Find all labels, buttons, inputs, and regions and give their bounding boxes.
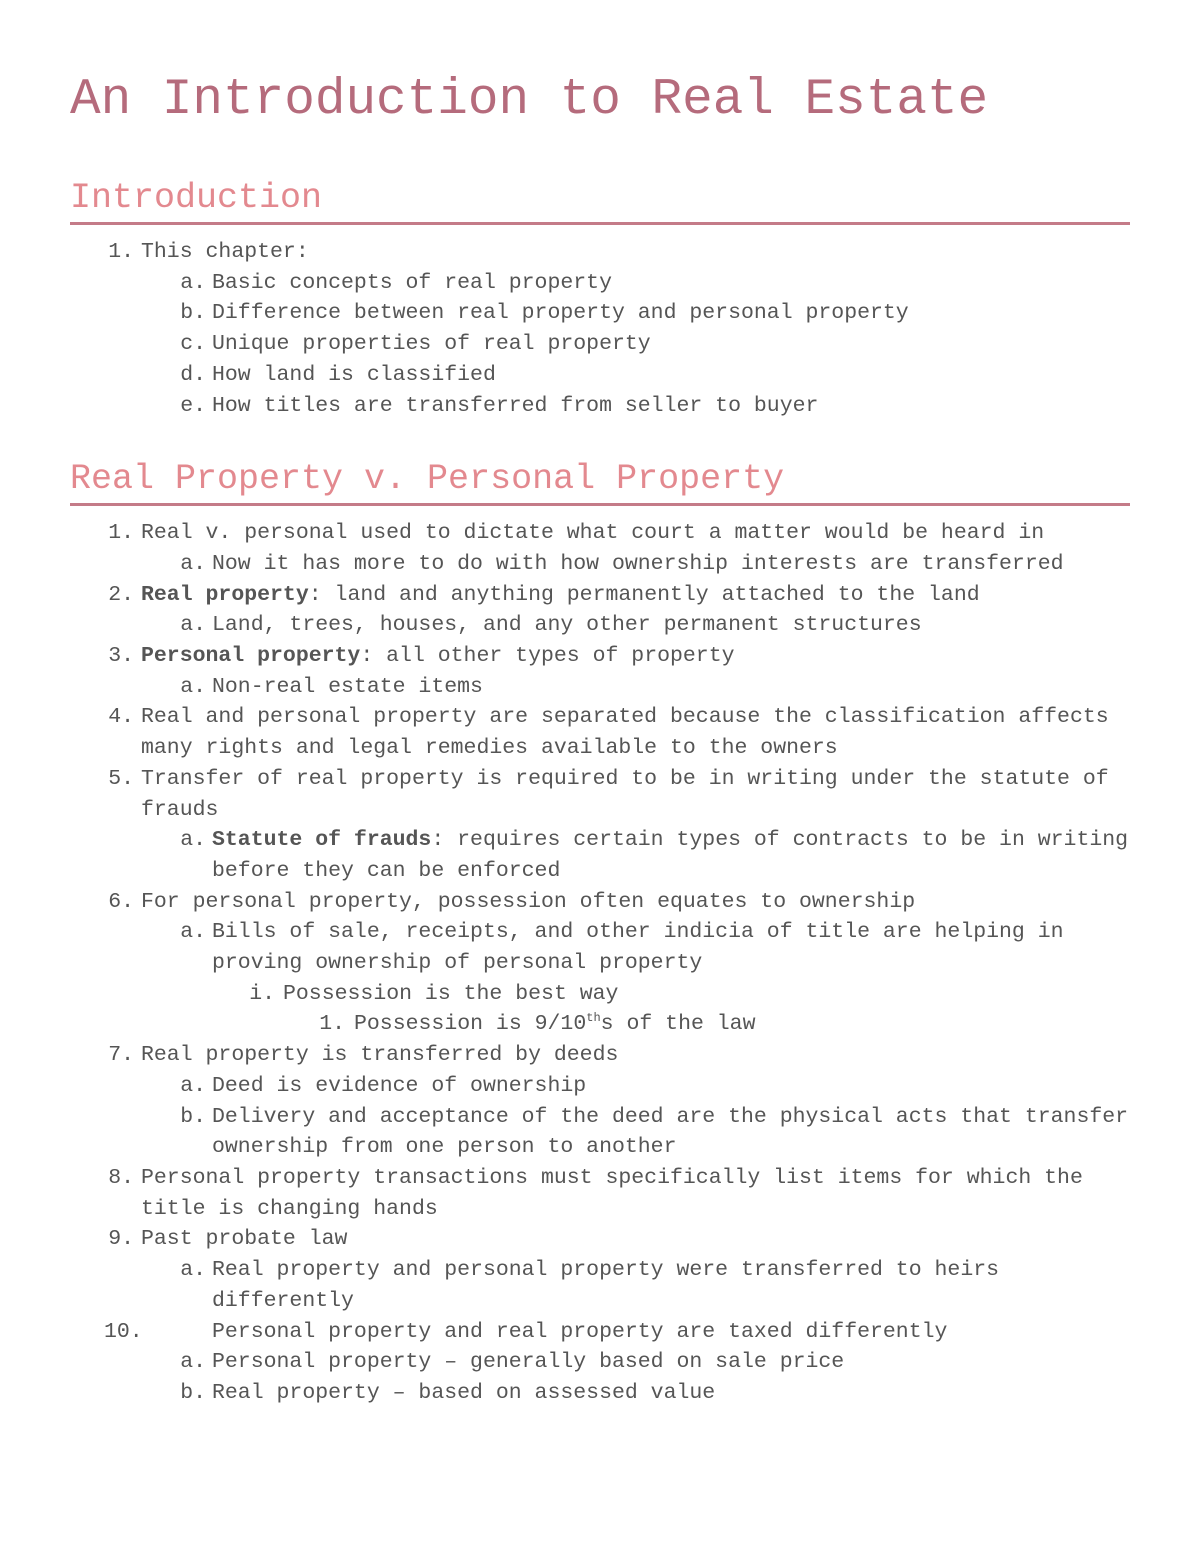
list-marker: d. bbox=[180, 362, 206, 387]
list-marker: 2. bbox=[108, 582, 134, 607]
list-item-text: : land and anything permanently attached to the land bbox=[308, 582, 980, 607]
document-title: An Introduction to Real Estate bbox=[70, 72, 989, 129]
outline-list bbox=[70, 518, 1130, 1408]
list-marker: 1. bbox=[108, 240, 134, 264]
list-item bbox=[70, 764, 1130, 825]
list-item bbox=[70, 887, 1130, 918]
list-item bbox=[70, 1317, 1130, 1348]
section-heading: Real Property v. Personal Property bbox=[70, 457, 1130, 506]
list-subitem bbox=[70, 1071, 1130, 1102]
list-marker: a. bbox=[180, 1258, 206, 1283]
list-marker: a. bbox=[180, 613, 206, 638]
list-item-text: How titles are transferred from seller to buyer bbox=[212, 393, 819, 418]
defined-term: Personal property bbox=[141, 644, 361, 669]
list-item-text: Deed is evidence of ownership bbox=[212, 1073, 587, 1098]
list-subitem bbox=[70, 1378, 1130, 1409]
list-item-text: Real and personal property are separated because the classification affects many rights and legal remedies available to the owners bbox=[141, 705, 1109, 761]
list-marker: 1. bbox=[319, 1012, 345, 1037]
list-subitem bbox=[70, 917, 1130, 978]
list-item-text: : all other types of property bbox=[360, 644, 735, 669]
list-marker: a. bbox=[180, 1350, 206, 1375]
list-item-text: Difference between real property and personal property bbox=[212, 301, 909, 326]
list-marker: a. bbox=[180, 920, 206, 945]
outline-list bbox=[70, 237, 1130, 421]
list-marker: b. bbox=[180, 301, 206, 326]
list-subitem bbox=[70, 610, 1130, 641]
list-marker: c. bbox=[180, 332, 206, 357]
list-subitem bbox=[70, 1009, 1130, 1040]
list-marker: 7. bbox=[108, 1043, 134, 1068]
list-item bbox=[70, 518, 1130, 549]
list-item-text: Possession is the best way bbox=[283, 981, 619, 1006]
list-item-text: Real v. personal used to dictate what court a matter would be heard in bbox=[141, 521, 1045, 546]
list-item bbox=[70, 1224, 1130, 1255]
list-item-text: Non-real estate items bbox=[212, 674, 483, 699]
list-subitem bbox=[70, 825, 1130, 886]
list-item-text: Unique properties of real property bbox=[212, 332, 651, 357]
list-item-text: Real property is transferred by deeds bbox=[141, 1043, 619, 1068]
list-marker: 4. bbox=[108, 705, 134, 730]
list-item-text: Personal property transactions must specifically list items for which the title is changing hands bbox=[141, 1165, 1083, 1221]
list-marker: 1. bbox=[108, 521, 134, 546]
list-item-text: Delivery and acceptance of the deed are the physical acts that transfer ownership from one person to another bbox=[212, 1104, 1129, 1160]
list-item bbox=[70, 580, 1130, 611]
list-item-text: This chapter: bbox=[141, 240, 309, 264]
list-marker: a. bbox=[180, 674, 206, 699]
list-item-text: Past probate law bbox=[141, 1227, 348, 1252]
defined-term: Statute of frauds bbox=[212, 828, 432, 853]
list-subitem bbox=[70, 979, 1130, 1010]
ordinal-superscript: th bbox=[586, 1011, 601, 1026]
list-subitem bbox=[70, 549, 1130, 580]
list-item-text: Transfer of real property is required to be in writing under the statute of frauds bbox=[141, 766, 1109, 822]
list-item-text: Possession is 9/10 bbox=[354, 1012, 587, 1037]
list-marker: b. bbox=[180, 1104, 206, 1129]
list-marker: 3. bbox=[108, 644, 134, 669]
list-marker: i. bbox=[249, 981, 275, 1006]
list-marker: e. bbox=[180, 393, 206, 418]
list-marker: b. bbox=[180, 1380, 206, 1405]
list-subitem bbox=[70, 268, 1130, 299]
list-item bbox=[70, 1163, 1130, 1224]
list-marker: 10. bbox=[104, 1319, 143, 1344]
list-subitem bbox=[70, 1102, 1130, 1163]
list-item-text: Bills of sale, receipts, and other indicia of title are helping in proving ownership of personal property bbox=[212, 920, 1064, 976]
list-item-text: For personal property, possession often equates to ownership bbox=[141, 889, 916, 914]
list-item bbox=[70, 702, 1130, 763]
list-item-text: Personal property and real property are taxed differently bbox=[212, 1319, 948, 1344]
list-item-text: s of the law bbox=[600, 1012, 756, 1037]
list-item-text: Real property – based on assessed value bbox=[212, 1380, 716, 1405]
list-item-text: Basic concepts of real property bbox=[212, 270, 612, 295]
list-item-text: Now it has more to do with how ownership interests are transferred bbox=[212, 551, 1064, 576]
list-marker: 9. bbox=[108, 1227, 134, 1252]
list-marker: a. bbox=[180, 1073, 206, 1098]
section-introduction bbox=[70, 176, 1130, 421]
list-item-text: Real property and personal property were transferred to heirs differently bbox=[212, 1258, 1000, 1313]
list-subitem bbox=[70, 1255, 1130, 1316]
list-marker: 6. bbox=[108, 889, 134, 914]
list-marker: 8. bbox=[108, 1165, 134, 1190]
list-subitem bbox=[70, 1347, 1130, 1378]
list-marker: a. bbox=[180, 828, 206, 853]
list-item-text: How land is classified bbox=[212, 362, 496, 387]
list-item bbox=[70, 237, 1130, 268]
list-subitem bbox=[70, 672, 1130, 703]
document-page bbox=[70, 70, 1130, 1409]
section-real-vs-personal bbox=[70, 457, 1130, 1408]
list-subitem bbox=[70, 298, 1130, 329]
list-subitem bbox=[70, 360, 1130, 391]
list-marker: a. bbox=[180, 270, 206, 295]
list-marker: 5. bbox=[108, 766, 134, 791]
list-item bbox=[70, 1040, 1130, 1071]
list-item-text: Personal property – generally based on sale price bbox=[212, 1350, 845, 1375]
list-item-text: : requires certain types of contracts to be in writing before they can be enforced bbox=[212, 828, 1129, 883]
section-heading: Introduction bbox=[70, 176, 1130, 225]
list-item bbox=[70, 641, 1130, 672]
list-marker: a. bbox=[180, 551, 206, 576]
defined-term: Real property bbox=[141, 582, 309, 607]
list-subitem bbox=[70, 329, 1130, 360]
list-item-text: Land, trees, houses, and any other permanent structures bbox=[212, 613, 922, 638]
list-subitem bbox=[70, 391, 1130, 422]
